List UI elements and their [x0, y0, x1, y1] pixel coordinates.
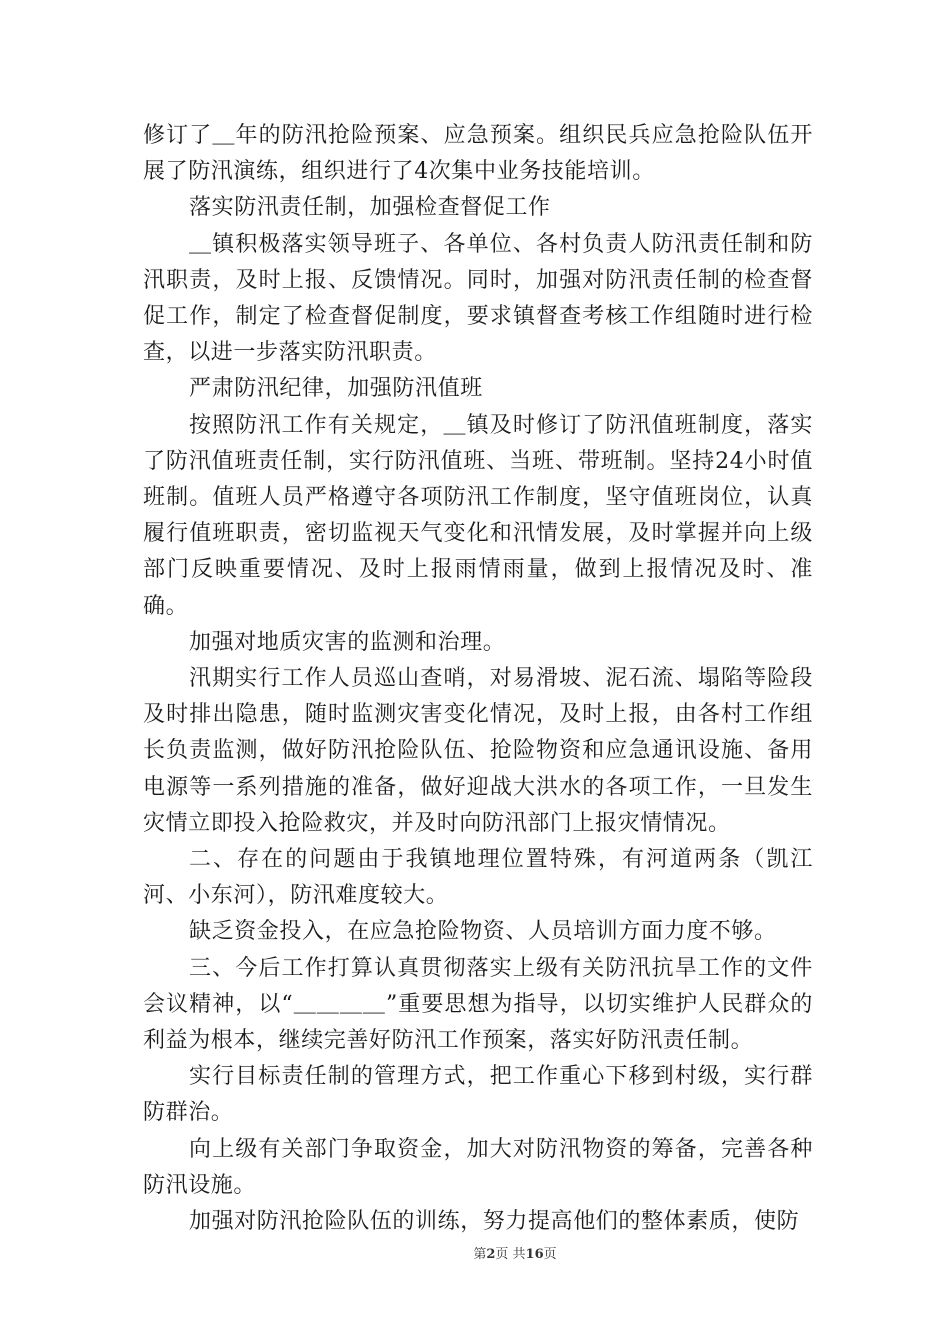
section-heading: 严肃防汛纪律，加强防汛值班: [189, 376, 483, 402]
section-heading: 落实防汛责任制，加强检查督促工作: [189, 195, 551, 221]
paragraph: 实行目标责任制的管理方式，把工作重心下移到村级，实行群防群治。: [143, 1064, 813, 1126]
paragraph: ＿镇积极落实领导班子、各单位、各村负责人防汛责任制和防汛职责，及时上报、反馈情况。同时，加强对防汛责任制的检查督促工作，制定了检查督促制度，要求镇督查考核工作组随时进行检查，以进一步落实防汛职责。: [143, 231, 813, 366]
paragraph: 汛期实行工作人员巡山查哨，对易滑坡、泥石流、塌陷等险段及时排出隐患，随时监测灾害变化情况，及时上报，由各村工作组长负责监测，做好防汛抢险队伍、抢险物资和应急通讯设施、备用电源等一系列措施的准备，做好迎战大洪水的各项工作，一旦发生灾情立即投入抢险救灾，并及时向防汛部门上报灾情情况。: [143, 666, 813, 836]
page-number-footer: [0, 1246, 950, 1264]
footer-middle: 页 共: [495, 1247, 526, 1262]
footer-prefix: 第: [473, 1247, 487, 1262]
paragraph: 加强对防汛抢险队伍的训练，努力提高他们的整体素质，使防: [189, 1209, 800, 1235]
paragraph: 按照防汛工作有关规定，＿镇及时修订了防汛值班制度，落实了防汛值班责任制，实行防汛值班、当班、带班制。坚持24小时值班制。值班人员严格遵守各项防汛工作制度，坚守值班岗位，认真履行值班职责，密切监视天气变化和汛情发展，及时掌握并向上级部门反映重要情况、及时上报雨情雨量，做到上报情况及时、准确。: [143, 412, 813, 619]
total-page-count: 16: [525, 1247, 544, 1262]
section-heading: 加强对地质灾害的监测和治理。: [189, 629, 506, 655]
document-body: [143, 118, 813, 1240]
paragraph: 缺乏资金投入，在应急抢险物资、人员培训方面力度不够。: [189, 919, 777, 945]
current-page-number: 2: [486, 1247, 496, 1262]
paragraph: 二、存在的问题由于我镇地理位置特殊，有河道两条（凯江河、小东河），防汛难度较大。: [143, 847, 813, 909]
paragraph: 修订了＿年的防汛抢险预案、应急预案。组织民兵应急抢险队伍开展了防汛演练，组织进行了4次集中业务技能培训。: [143, 123, 813, 185]
paragraph: 三、今后工作打算认真贯彻落实上级有关防汛抗旱工作的文件会议精神，以“＿＿＿＿”重要思想为指导，以切实维护人民群众的利益为根本，继续完善好防汛工作预案，落实好防汛责任制。: [143, 955, 813, 1054]
paragraph: 向上级有关部门争取资金，加大对防汛物资的筹备，完善各种防汛设施。: [143, 1136, 813, 1198]
footer-suffix: 页: [543, 1247, 557, 1262]
